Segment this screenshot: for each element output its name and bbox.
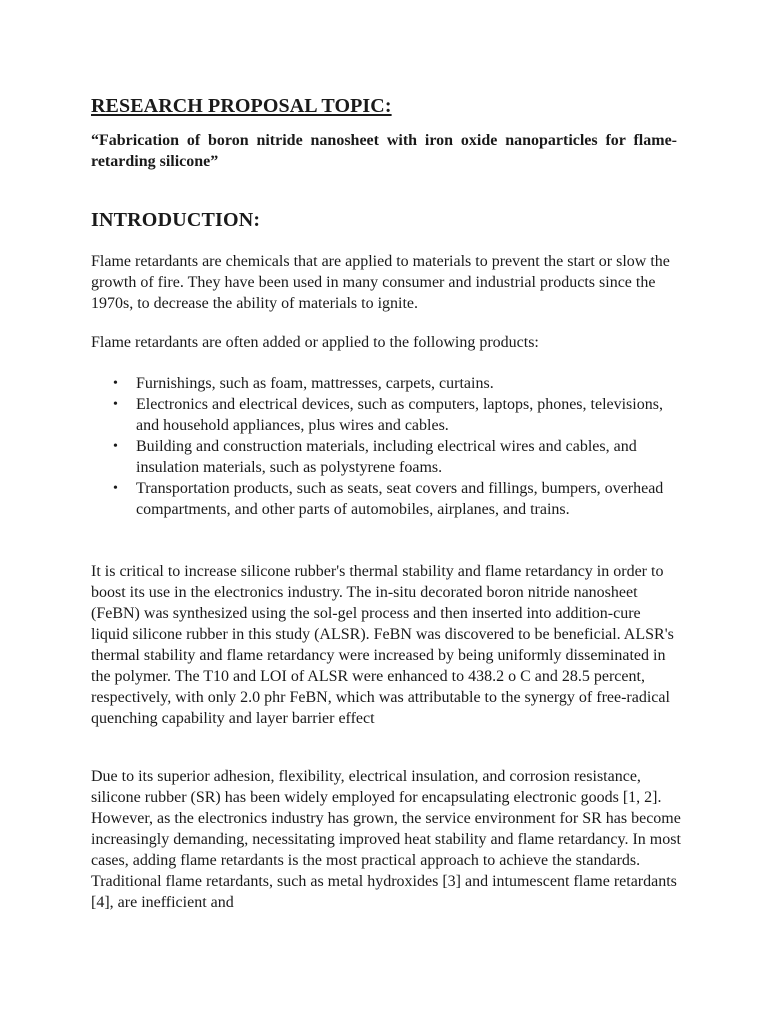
bullet-icon: • bbox=[113, 439, 118, 454]
intro-paragraph-4: Due to its superior adhesion, flexibility, electrical insulation, and corrosion resistance, silicone rubber (SR) has been widely employed for encapsulating electronic goods [1, 2]. However, as the electronics industry has grown, the service environment for SR has become increasingly demanding, necessitating improved heat stability and flame retardancy. In most cases, adding flame retardants is the most practical approach to achieve the standards. Traditional flame retardants, such as metal hydroxides [3] and intumescent flame retardants [4], are inefficient and bbox=[91, 768, 681, 911]
bullet-icon: • bbox=[113, 376, 118, 391]
list-item-text: Furnishings, such as foam, mattresses, carpets, curtains. bbox=[136, 375, 494, 392]
list-item bbox=[91, 373, 681, 394]
products-bullet-list bbox=[91, 373, 681, 520]
intro-paragraph-3: It is critical to increase silicone rubber's thermal stability and flame retardancy in order to boost its use in the electronics industry. The in-situ decorated boron nitride nanosheet (FeBN) was synthesized using the sol-gel process and then inserted into addition-cure liquid silicone rubber in this study (ALSR). FeBN was discovered to be beneficial. ALSR's thermal stability and flame retardancy were increased by being uniformly disseminated in the polymer. The T10 and LOI of ALSR were enhanced to 438.2 o C and 28.5 percent, respectively, with only 2.0 phr FeBN, which was attributable to the synergy of free-radical quenching capability and layer barrier effect bbox=[91, 563, 674, 727]
introduction-heading: INTRODUCTION: bbox=[91, 209, 261, 231]
list-item bbox=[91, 436, 681, 478]
intro-paragraph-2: Flame retardants are often added or applied to the following products: bbox=[91, 334, 539, 351]
proposal-title: “Fabrication of boron nitride nanosheet with iron oxide nanoparticles for flame-retarding silicone” bbox=[91, 132, 677, 170]
list-item bbox=[91, 478, 681, 520]
list-item-text: Electronics and electrical devices, such as computers, laptops, phones, televisions, and household appliances, plus wires and cables. bbox=[136, 396, 663, 434]
list-item bbox=[91, 394, 681, 436]
bullet-icon: • bbox=[113, 481, 118, 496]
bullet-icon: • bbox=[113, 397, 118, 412]
topic-heading: RESEARCH PROPOSAL TOPIC: bbox=[91, 95, 392, 117]
list-item-text: Building and construction materials, including electrical wires and cables, and insulation materials, such as polystyrene foams. bbox=[136, 438, 637, 476]
intro-paragraph-1: Flame retardants are chemicals that are applied to materials to prevent the start or slow the growth of fire. They have been used in many consumer and industrial products since the 1970s, to decrease the ability of materials to ignite. bbox=[91, 253, 670, 312]
list-item-text: Transportation products, such as seats, seat covers and fillings, bumpers, overhead compartments, and other parts of automobiles, airplanes, and trains. bbox=[136, 480, 664, 518]
